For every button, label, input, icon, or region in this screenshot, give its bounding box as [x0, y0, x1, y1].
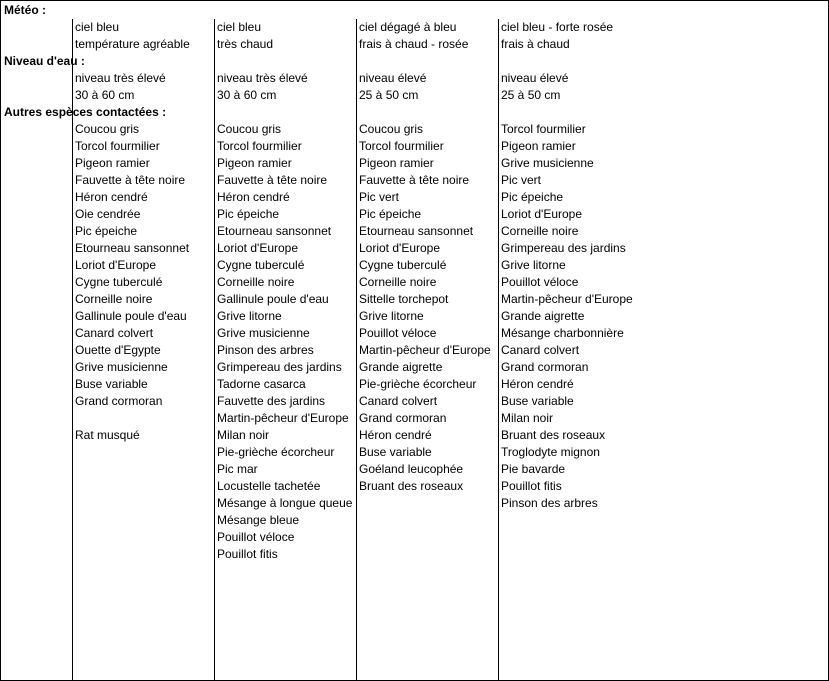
species-entry: Bruant des roseaux [501, 428, 606, 442]
species-entry: Corneille noire [75, 292, 153, 306]
species-entry: Gallinule poule d'eau [217, 292, 329, 306]
niveau-entry: 30 à 60 cm [217, 88, 277, 102]
species-entry: Milan noir [501, 411, 554, 425]
species-entry: Pouillot véloce [217, 530, 295, 544]
species-entry: Pic vert [501, 173, 542, 187]
water-level-column-1 [75, 70, 166, 104]
species-entry: Buse variable [75, 377, 148, 391]
species-entry: Pic épeiche [217, 207, 280, 221]
species-entry: Torcol fourmilier [75, 139, 160, 153]
species-entry: Pouillot fitis [217, 547, 278, 561]
species-entry: Pic épeiche [359, 207, 422, 221]
species-entry: Fauvette à tête noire [359, 173, 470, 187]
niveau-entry: 30 à 60 cm [75, 88, 135, 102]
species-entry: Milan noir [217, 428, 270, 442]
species-column-4 [501, 121, 633, 512]
species-entry: Héron cendré [217, 190, 290, 204]
meteo-entry: ciel bleu [75, 20, 120, 34]
species-entry: Pouillot fitis [501, 479, 562, 493]
niveau-entry: niveau très élevé [75, 71, 166, 85]
species-entry: Héron cendré [359, 428, 432, 442]
species-entry: Mésange charbonnière [501, 326, 624, 340]
species-entry: Grand cormoran [75, 394, 163, 408]
species-entry: Pinson des arbres [217, 343, 314, 357]
species-entry: Ouette d'Egypte [75, 343, 161, 357]
species-entry: Torcol fourmilier [359, 139, 444, 153]
species-entry: Torcol fourmilier [217, 139, 302, 153]
species-entry: Fauvette des jardins [217, 394, 326, 408]
species-entry: Mésange à longue queue [217, 496, 353, 510]
species-entry: Loriot d'Europe [501, 207, 583, 221]
species-entry: Fauvette à tête noire [75, 173, 186, 187]
species-entry: Pouillot véloce [359, 326, 437, 340]
species-entry: Pic mar [217, 462, 258, 476]
species-entry: Fauvette à tête noire [217, 173, 328, 187]
meteo-entry: température agréable [75, 37, 190, 51]
species-entry: Pigeon ramier [359, 156, 434, 170]
species-entry: Martin-pêcheur d'Europe [501, 292, 633, 306]
species-entry: Grand cormoran [501, 360, 589, 374]
species-entry: Pic vert [359, 190, 400, 204]
species-entry: Gallinule poule d'eau [75, 309, 187, 323]
species-heading: Autres espèces contactées : [4, 105, 167, 119]
species-entry: Tadorne casarca [217, 377, 306, 391]
species-entry: Coucou gris [75, 122, 140, 136]
species-entry: Pie-grièche écorcheur [217, 445, 335, 459]
species-entry: Loriot d'Europe [359, 241, 441, 255]
species-entry: Héron cendré [75, 190, 148, 204]
species-entry: Pic épeiche [501, 190, 564, 204]
water-level-heading: Niveau d'eau : [4, 54, 85, 68]
species-entry: Pigeon ramier [75, 156, 150, 170]
species-entry: Goéland leucophée [359, 462, 464, 476]
species-column-3 [359, 121, 491, 495]
species-entry: Torcol fourmilier [501, 122, 586, 136]
species-entry: Cygne tuberculé [75, 275, 163, 289]
species-entry: Pie-grièche écorcheur [359, 377, 477, 391]
species-entry: Troglodyte mignon [501, 445, 600, 459]
meteo-column-1 [75, 19, 190, 53]
species-entry: Corneille noire [217, 275, 295, 289]
species-entry: Grive musicienne [217, 326, 310, 340]
species-entry: Loriot d'Europe [217, 241, 299, 255]
species-entry: Bruant des roseaux [359, 479, 464, 493]
species-entry: Etourneau sansonnet [217, 224, 332, 238]
meteo-column-2 [217, 19, 273, 53]
meteo-entry: frais à chaud - rosée [359, 37, 469, 51]
species-entry: Grand cormoran [359, 411, 447, 425]
niveau-entry: niveau élevé [359, 71, 427, 85]
species-entry: Loriot d'Europe [75, 258, 157, 272]
species-entry: Pigeon ramier [501, 139, 576, 153]
species-entry: Pic épeiche [75, 224, 138, 238]
column-divider [356, 19, 357, 680]
meteo-entry: très chaud [217, 37, 274, 51]
species-entry: Canard colvert [501, 343, 580, 357]
species-entry: Grive musicienne [501, 156, 594, 170]
species-entry: Pie bavarde [501, 462, 566, 476]
species-entry: Grive litorne [501, 258, 566, 272]
species-entry: Rat musqué [75, 428, 140, 442]
species-entry: Locustelle tachetée [217, 479, 321, 493]
species-entry: Grimpereau des jardins [217, 360, 342, 374]
species-entry: Buse variable [501, 394, 574, 408]
species-entry: Cygne tuberculé [217, 258, 305, 272]
species-entry: Grande aigrette [501, 309, 585, 323]
meteo-entry: ciel bleu [217, 20, 262, 34]
species-entry: Martin-pêcheur d'Europe [217, 411, 349, 425]
species-entry: Grive litorne [359, 309, 424, 323]
species-entry: Etourneau sansonnet [75, 241, 190, 255]
species-entry: Coucou gris [359, 122, 424, 136]
species-entry: Martin-pêcheur d'Europe [359, 343, 491, 357]
species-entry: Canard colvert [75, 326, 154, 340]
species-column-1 [75, 121, 189, 444]
species-entry: Corneille noire [359, 275, 437, 289]
column-divider [498, 19, 499, 680]
species-column-2 [217, 121, 352, 563]
meteo-entry: frais à chaud [501, 37, 570, 51]
species-entry: Pouillot véloce [501, 275, 579, 289]
water-level-column-4 [501, 70, 568, 104]
meteo-entry: ciel bleu - forte rosée [501, 20, 614, 34]
species-entry: Etourneau sansonnet [359, 224, 474, 238]
niveau-entry: 25 à 50 cm [359, 88, 419, 102]
water-level-column-3 [359, 70, 426, 104]
species-entry: Grimpereau des jardins [501, 241, 626, 255]
species-entry: Canard colvert [359, 394, 438, 408]
species-entry: Héron cendré [501, 377, 574, 391]
niveau-entry: niveau élevé [501, 71, 569, 85]
species-entry: Cygne tuberculé [359, 258, 447, 272]
column-divider [214, 19, 215, 680]
meteo-column-3 [359, 19, 468, 53]
species-entry: Oie cendrée [75, 207, 141, 221]
species-entry: Buse variable [359, 445, 432, 459]
species-entry: Pinson des arbres [501, 496, 598, 510]
niveau-entry: niveau très élevé [217, 71, 308, 85]
meteo-column-4 [501, 19, 613, 53]
species-entry: Sittelle torchepot [359, 292, 449, 306]
species-entry: Grive litorne [217, 309, 282, 323]
species-entry [75, 410, 189, 427]
species-entry: Grande aigrette [359, 360, 443, 374]
species-entry: Coucou gris [217, 122, 282, 136]
species-entry: Pigeon ramier [217, 156, 292, 170]
water-level-column-2 [217, 70, 308, 104]
meteo-heading: Météo : [4, 3, 46, 17]
species-entry: Grive musicienne [75, 360, 168, 374]
meteo-entry: ciel dégagé à bleu [359, 20, 457, 34]
species-entry: Mésange bleue [217, 513, 300, 527]
species-entry: Corneille noire [501, 224, 579, 238]
niveau-entry: 25 à 50 cm [501, 88, 561, 102]
